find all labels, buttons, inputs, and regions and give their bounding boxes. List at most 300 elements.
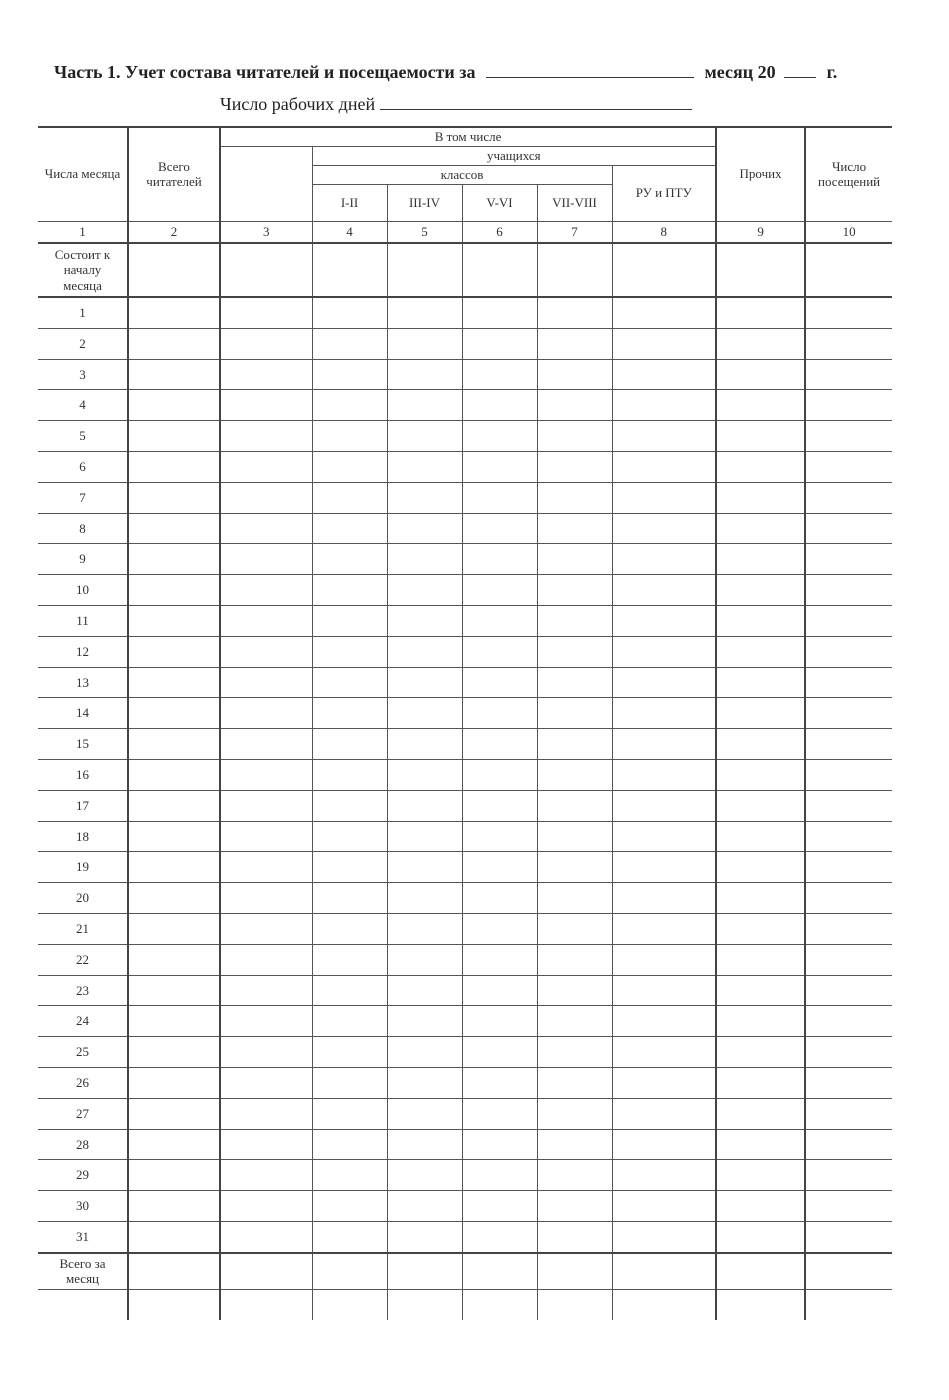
- entry-cell[interactable]: [312, 605, 387, 636]
- entry-cell[interactable]: [612, 359, 716, 390]
- entry-cell[interactable]: [220, 883, 312, 914]
- entry-cell[interactable]: [805, 451, 892, 482]
- entry-cell[interactable]: [462, 698, 537, 729]
- entry-cell[interactable]: [220, 605, 312, 636]
- entry-cell[interactable]: [128, 605, 220, 636]
- entry-cell[interactable]: [716, 1098, 805, 1129]
- year-field[interactable]: [784, 63, 816, 78]
- entry-cell[interactable]: [462, 544, 537, 575]
- entry-cell[interactable]: [716, 482, 805, 513]
- entry-cell[interactable]: [312, 359, 387, 390]
- entry-cell[interactable]: [462, 852, 537, 883]
- entry-cell[interactable]: [612, 1037, 716, 1068]
- entry-cell[interactable]: [537, 513, 612, 544]
- entry-cell[interactable]: [387, 1129, 462, 1160]
- entry-cell[interactable]: [537, 729, 612, 760]
- entry-cell[interactable]: [805, 328, 892, 359]
- entry-cell[interactable]: [537, 975, 612, 1006]
- entry-cell[interactable]: [312, 1191, 387, 1222]
- entry-cell[interactable]: [387, 421, 462, 452]
- entry-cell[interactable]: [312, 1006, 387, 1037]
- entry-cell[interactable]: [537, 328, 612, 359]
- entry-cell[interactable]: [312, 790, 387, 821]
- entry-cell[interactable]: [387, 729, 462, 760]
- entry-cell[interactable]: [128, 636, 220, 667]
- total-cell[interactable]: [805, 1253, 892, 1290]
- entry-cell[interactable]: [220, 243, 312, 297]
- entry-cell[interactable]: [462, 297, 537, 328]
- entry-cell[interactable]: [716, 421, 805, 452]
- entry-cell[interactable]: [716, 243, 805, 297]
- entry-cell[interactable]: [462, 729, 537, 760]
- entry-cell[interactable]: [128, 821, 220, 852]
- entry-cell[interactable]: [537, 482, 612, 513]
- entry-cell[interactable]: [220, 1160, 312, 1191]
- entry-cell[interactable]: [312, 975, 387, 1006]
- entry-cell[interactable]: [716, 913, 805, 944]
- entry-cell[interactable]: [128, 852, 220, 883]
- entry-cell[interactable]: [462, 575, 537, 606]
- entry-cell[interactable]: [128, 759, 220, 790]
- entry-cell[interactable]: [805, 729, 892, 760]
- total-cell[interactable]: [462, 1253, 537, 1290]
- entry-cell[interactable]: [805, 513, 892, 544]
- entry-cell[interactable]: [537, 1221, 612, 1252]
- entry-cell[interactable]: [312, 1129, 387, 1160]
- entry-cell[interactable]: [220, 698, 312, 729]
- entry-cell[interactable]: [716, 1221, 805, 1252]
- entry-cell[interactable]: [805, 698, 892, 729]
- entry-cell[interactable]: [612, 667, 716, 698]
- entry-cell[interactable]: [128, 667, 220, 698]
- entry-cell[interactable]: [805, 359, 892, 390]
- total-cell[interactable]: [387, 1253, 462, 1290]
- entry-cell[interactable]: [612, 883, 716, 914]
- entry-cell[interactable]: [128, 1067, 220, 1098]
- entry-cell[interactable]: [387, 913, 462, 944]
- entry-cell[interactable]: [220, 359, 312, 390]
- entry-cell[interactable]: [462, 451, 537, 482]
- entry-cell[interactable]: [537, 883, 612, 914]
- entry-cell[interactable]: [387, 944, 462, 975]
- entry-cell[interactable]: [537, 1191, 612, 1222]
- entry-cell[interactable]: [312, 575, 387, 606]
- entry-cell[interactable]: [716, 636, 805, 667]
- entry-cell[interactable]: [716, 359, 805, 390]
- entry-cell[interactable]: [462, 1067, 537, 1098]
- entry-cell[interactable]: [612, 913, 716, 944]
- entry-cell[interactable]: [312, 297, 387, 328]
- entry-cell[interactable]: [128, 451, 220, 482]
- entry-cell[interactable]: [462, 667, 537, 698]
- total-cell[interactable]: [220, 1253, 312, 1290]
- entry-cell[interactable]: [312, 852, 387, 883]
- entry-cell[interactable]: [805, 667, 892, 698]
- entry-cell[interactable]: [805, 421, 892, 452]
- entry-cell[interactable]: [612, 482, 716, 513]
- entry-cell[interactable]: [312, 636, 387, 667]
- entry-cell[interactable]: [716, 698, 805, 729]
- entry-cell[interactable]: [805, 1191, 892, 1222]
- entry-cell[interactable]: [716, 1191, 805, 1222]
- entry-cell[interactable]: [612, 759, 716, 790]
- entry-cell[interactable]: [612, 575, 716, 606]
- entry-cell[interactable]: [612, 328, 716, 359]
- entry-cell[interactable]: [537, 1160, 612, 1191]
- entry-cell[interactable]: [716, 975, 805, 1006]
- entry-cell[interactable]: [612, 513, 716, 544]
- entry-cell[interactable]: [128, 1191, 220, 1222]
- entry-cell[interactable]: [805, 821, 892, 852]
- entry-cell[interactable]: [537, 913, 612, 944]
- entry-cell[interactable]: [612, 1098, 716, 1129]
- entry-cell[interactable]: [128, 359, 220, 390]
- entry-cell[interactable]: [387, 1006, 462, 1037]
- entry-cell[interactable]: [220, 575, 312, 606]
- entry-cell[interactable]: [387, 575, 462, 606]
- entry-cell[interactable]: [128, 883, 220, 914]
- entry-cell[interactable]: [805, 975, 892, 1006]
- entry-cell[interactable]: [128, 1006, 220, 1037]
- entry-cell[interactable]: [612, 605, 716, 636]
- entry-cell[interactable]: [312, 883, 387, 914]
- entry-cell[interactable]: [537, 1067, 612, 1098]
- entry-cell[interactable]: [612, 390, 716, 421]
- entry-cell[interactable]: [537, 944, 612, 975]
- entry-cell[interactable]: [537, 852, 612, 883]
- entry-cell[interactable]: [537, 1006, 612, 1037]
- entry-cell[interactable]: [612, 975, 716, 1006]
- entry-cell[interactable]: [387, 359, 462, 390]
- entry-cell[interactable]: [716, 821, 805, 852]
- entry-cell[interactable]: [537, 451, 612, 482]
- entry-cell[interactable]: [387, 328, 462, 359]
- entry-cell[interactable]: [612, 421, 716, 452]
- entry-cell[interactable]: [462, 1037, 537, 1068]
- entry-cell[interactable]: [537, 667, 612, 698]
- entry-cell[interactable]: [462, 1191, 537, 1222]
- entry-cell[interactable]: [537, 1098, 612, 1129]
- entry-cell[interactable]: [312, 513, 387, 544]
- entry-cell[interactable]: [612, 729, 716, 760]
- entry-cell[interactable]: [312, 421, 387, 452]
- entry-cell[interactable]: [128, 390, 220, 421]
- entry-cell[interactable]: [462, 1221, 537, 1252]
- entry-cell[interactable]: [462, 605, 537, 636]
- entry-cell[interactable]: [805, 1098, 892, 1129]
- entry-cell[interactable]: [612, 821, 716, 852]
- entry-cell[interactable]: [462, 243, 537, 297]
- entry-cell[interactable]: [312, 944, 387, 975]
- entry-cell[interactable]: [612, 451, 716, 482]
- entry-cell[interactable]: [805, 1129, 892, 1160]
- entry-cell[interactable]: [312, 390, 387, 421]
- entry-cell[interactable]: [537, 575, 612, 606]
- entry-cell[interactable]: [805, 1006, 892, 1037]
- entry-cell[interactable]: [537, 636, 612, 667]
- entry-cell[interactable]: [128, 575, 220, 606]
- entry-cell[interactable]: [387, 1221, 462, 1252]
- entry-cell[interactable]: [220, 513, 312, 544]
- entry-cell[interactable]: [612, 243, 716, 297]
- entry-cell[interactable]: [128, 1098, 220, 1129]
- entry-cell[interactable]: [612, 1221, 716, 1252]
- entry-cell[interactable]: [462, 636, 537, 667]
- entry-cell[interactable]: [312, 1160, 387, 1191]
- entry-cell[interactable]: [716, 390, 805, 421]
- entry-cell[interactable]: [537, 243, 612, 297]
- entry-cell[interactable]: [387, 1098, 462, 1129]
- entry-cell[interactable]: [537, 359, 612, 390]
- entry-cell[interactable]: [805, 883, 892, 914]
- entry-cell[interactable]: [716, 544, 805, 575]
- entry-cell[interactable]: [220, 759, 312, 790]
- entry-cell[interactable]: [537, 1037, 612, 1068]
- entry-cell[interactable]: [462, 790, 537, 821]
- month-name-field[interactable]: [486, 63, 694, 78]
- entry-cell[interactable]: [312, 1221, 387, 1252]
- entry-cell[interactable]: [220, 1191, 312, 1222]
- entry-cell[interactable]: [312, 482, 387, 513]
- entry-cell[interactable]: [716, 451, 805, 482]
- entry-cell[interactable]: [387, 852, 462, 883]
- entry-cell[interactable]: [312, 451, 387, 482]
- entry-cell[interactable]: [220, 328, 312, 359]
- entry-cell[interactable]: [462, 883, 537, 914]
- entry-cell[interactable]: [312, 729, 387, 760]
- entry-cell[interactable]: [716, 759, 805, 790]
- entry-cell[interactable]: [805, 1067, 892, 1098]
- entry-cell[interactable]: [220, 913, 312, 944]
- entry-cell[interactable]: [612, 1191, 716, 1222]
- entry-cell[interactable]: [128, 544, 220, 575]
- entry-cell[interactable]: [462, 390, 537, 421]
- entry-cell[interactable]: [312, 667, 387, 698]
- entry-cell[interactable]: [805, 544, 892, 575]
- entry-cell[interactable]: [128, 297, 220, 328]
- entry-cell[interactable]: [537, 1129, 612, 1160]
- entry-cell[interactable]: [716, 1160, 805, 1191]
- entry-cell[interactable]: [462, 359, 537, 390]
- entry-cell[interactable]: [220, 790, 312, 821]
- entry-cell[interactable]: [387, 605, 462, 636]
- entry-cell[interactable]: [805, 243, 892, 297]
- entry-cell[interactable]: [462, 1006, 537, 1037]
- entry-cell[interactable]: [128, 482, 220, 513]
- entry-cell[interactable]: [805, 575, 892, 606]
- entry-cell[interactable]: [220, 1129, 312, 1160]
- entry-cell[interactable]: [805, 636, 892, 667]
- entry-cell[interactable]: [716, 1067, 805, 1098]
- entry-cell[interactable]: [537, 605, 612, 636]
- entry-cell[interactable]: [462, 821, 537, 852]
- entry-cell[interactable]: [612, 1160, 716, 1191]
- entry-cell[interactable]: [537, 698, 612, 729]
- entry-cell[interactable]: [716, 1037, 805, 1068]
- entry-cell[interactable]: [805, 1160, 892, 1191]
- entry-cell[interactable]: [462, 944, 537, 975]
- entry-cell[interactable]: [220, 1098, 312, 1129]
- entry-cell[interactable]: [128, 1129, 220, 1160]
- entry-cell[interactable]: [805, 1037, 892, 1068]
- entry-cell[interactable]: [537, 390, 612, 421]
- entry-cell[interactable]: [716, 790, 805, 821]
- entry-cell[interactable]: [128, 1221, 220, 1252]
- entry-cell[interactable]: [805, 852, 892, 883]
- entry-cell[interactable]: [462, 759, 537, 790]
- entry-cell[interactable]: [387, 482, 462, 513]
- entry-cell[interactable]: [128, 975, 220, 1006]
- entry-cell[interactable]: [220, 1221, 312, 1252]
- entry-cell[interactable]: [805, 390, 892, 421]
- entry-cell[interactable]: [220, 1037, 312, 1068]
- entry-cell[interactable]: [387, 513, 462, 544]
- entry-cell[interactable]: [537, 790, 612, 821]
- entry-cell[interactable]: [220, 482, 312, 513]
- entry-cell[interactable]: [220, 1067, 312, 1098]
- entry-cell[interactable]: [805, 482, 892, 513]
- entry-cell[interactable]: [312, 544, 387, 575]
- entry-cell[interactable]: [220, 1006, 312, 1037]
- entry-cell[interactable]: [387, 297, 462, 328]
- entry-cell[interactable]: [612, 944, 716, 975]
- entry-cell[interactable]: [462, 1098, 537, 1129]
- total-cell[interactable]: [312, 1253, 387, 1290]
- entry-cell[interactable]: [612, 297, 716, 328]
- entry-cell[interactable]: [387, 883, 462, 914]
- entry-cell[interactable]: [312, 1098, 387, 1129]
- entry-cell[interactable]: [387, 544, 462, 575]
- entry-cell[interactable]: [387, 1160, 462, 1191]
- entry-cell[interactable]: [312, 328, 387, 359]
- total-cell[interactable]: [128, 1253, 220, 1290]
- entry-cell[interactable]: [716, 667, 805, 698]
- entry-cell[interactable]: [612, 790, 716, 821]
- entry-cell[interactable]: [537, 421, 612, 452]
- total-cell[interactable]: [537, 1253, 612, 1290]
- entry-cell[interactable]: [537, 821, 612, 852]
- entry-cell[interactable]: [387, 667, 462, 698]
- entry-cell[interactable]: [387, 390, 462, 421]
- entry-cell[interactable]: [462, 913, 537, 944]
- entry-cell[interactable]: [387, 821, 462, 852]
- entry-cell[interactable]: [128, 698, 220, 729]
- entry-cell[interactable]: [312, 698, 387, 729]
- entry-cell[interactable]: [537, 759, 612, 790]
- entry-cell[interactable]: [716, 575, 805, 606]
- entry-cell[interactable]: [312, 1067, 387, 1098]
- entry-cell[interactable]: [312, 821, 387, 852]
- entry-cell[interactable]: [462, 975, 537, 1006]
- entry-cell[interactable]: [312, 913, 387, 944]
- entry-cell[interactable]: [128, 1037, 220, 1068]
- entry-cell[interactable]: [612, 1067, 716, 1098]
- entry-cell[interactable]: [128, 1160, 220, 1191]
- entry-cell[interactable]: [387, 451, 462, 482]
- entry-cell[interactable]: [312, 759, 387, 790]
- entry-cell[interactable]: [716, 513, 805, 544]
- entry-cell[interactable]: [128, 243, 220, 297]
- entry-cell[interactable]: [128, 790, 220, 821]
- entry-cell[interactable]: [128, 513, 220, 544]
- entry-cell[interactable]: [387, 698, 462, 729]
- entry-cell[interactable]: [462, 513, 537, 544]
- entry-cell[interactable]: [128, 421, 220, 452]
- entry-cell[interactable]: [220, 390, 312, 421]
- entry-cell[interactable]: [220, 451, 312, 482]
- entry-cell[interactable]: [220, 636, 312, 667]
- entry-cell[interactable]: [716, 328, 805, 359]
- entry-cell[interactable]: [716, 883, 805, 914]
- entry-cell[interactable]: [805, 790, 892, 821]
- entry-cell[interactable]: [387, 243, 462, 297]
- entry-cell[interactable]: [128, 328, 220, 359]
- entry-cell[interactable]: [805, 759, 892, 790]
- entry-cell[interactable]: [612, 544, 716, 575]
- entry-cell[interactable]: [312, 1037, 387, 1068]
- entry-cell[interactable]: [462, 328, 537, 359]
- entry-cell[interactable]: [716, 1129, 805, 1160]
- entry-cell[interactable]: [716, 729, 805, 760]
- entry-cell[interactable]: [716, 852, 805, 883]
- entry-cell[interactable]: [220, 729, 312, 760]
- entry-cell[interactable]: [220, 944, 312, 975]
- entry-cell[interactable]: [220, 975, 312, 1006]
- entry-cell[interactable]: [220, 544, 312, 575]
- entry-cell[interactable]: [805, 913, 892, 944]
- entry-cell[interactable]: [716, 297, 805, 328]
- entry-cell[interactable]: [312, 243, 387, 297]
- entry-cell[interactable]: [537, 297, 612, 328]
- entry-cell[interactable]: [128, 944, 220, 975]
- entry-cell[interactable]: [220, 852, 312, 883]
- entry-cell[interactable]: [220, 421, 312, 452]
- entry-cell[interactable]: [612, 636, 716, 667]
- entry-cell[interactable]: [387, 975, 462, 1006]
- entry-cell[interactable]: [805, 297, 892, 328]
- entry-cell[interactable]: [716, 605, 805, 636]
- entry-cell[interactable]: [387, 790, 462, 821]
- entry-cell[interactable]: [612, 1006, 716, 1037]
- total-cell[interactable]: [612, 1253, 716, 1290]
- entry-cell[interactable]: [220, 297, 312, 328]
- entry-cell[interactable]: [220, 821, 312, 852]
- entry-cell[interactable]: [128, 913, 220, 944]
- entry-cell[interactable]: [612, 852, 716, 883]
- entry-cell[interactable]: [805, 605, 892, 636]
- total-cell[interactable]: [716, 1253, 805, 1290]
- entry-cell[interactable]: [716, 944, 805, 975]
- entry-cell[interactable]: [462, 421, 537, 452]
- entry-cell[interactable]: [387, 636, 462, 667]
- entry-cell[interactable]: [612, 1129, 716, 1160]
- entry-cell[interactable]: [462, 482, 537, 513]
- entry-cell[interactable]: [462, 1129, 537, 1160]
- entry-cell[interactable]: [220, 667, 312, 698]
- entry-cell[interactable]: [612, 698, 716, 729]
- entry-cell[interactable]: [805, 1221, 892, 1252]
- entry-cell[interactable]: [387, 759, 462, 790]
- entry-cell[interactable]: [128, 729, 220, 760]
- entry-cell[interactable]: [387, 1037, 462, 1068]
- entry-cell[interactable]: [537, 544, 612, 575]
- entry-cell[interactable]: [462, 1160, 537, 1191]
- entry-cell[interactable]: [805, 944, 892, 975]
- workdays-field[interactable]: [380, 95, 692, 110]
- entry-cell[interactable]: [387, 1191, 462, 1222]
- entry-cell[interactable]: [387, 1067, 462, 1098]
- entry-cell[interactable]: [716, 1006, 805, 1037]
